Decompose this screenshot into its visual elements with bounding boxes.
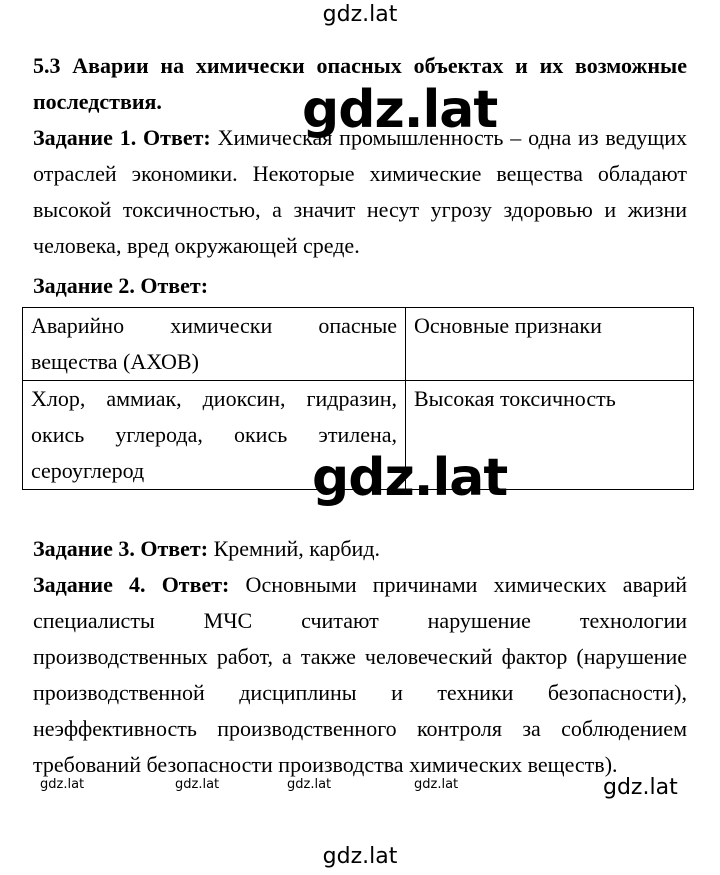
watermark-right: gdz.lat: [603, 775, 678, 800]
table-cell: Высокая токсичность: [406, 381, 694, 490]
task-4-answer: [33, 567, 687, 783]
watermark-small: gdz.lat: [414, 777, 459, 792]
watermark-bottom: gdz.lat: [322, 844, 398, 869]
table-cell: Хлор, аммиак, диоксин, гидразин, окись углерода, окись этилена, сероуглерод: [23, 381, 406, 490]
task-4-label: Задание 4. Ответ:: [33, 572, 230, 597]
watermark-top: gdz.lat: [322, 2, 398, 27]
table-header-cell: Аварийно химически опасные вещества (АХОВ): [23, 308, 406, 381]
task-2-answer: [33, 268, 687, 304]
table-row: [23, 308, 694, 381]
section-heading: 5.3 Аварии на химически опасных объектах и их возможные последствия.: [33, 53, 687, 114]
watermark-small: gdz.lat: [175, 777, 220, 792]
task-3-answer: [33, 531, 687, 567]
watermark-large: gdz.lat: [302, 80, 498, 140]
task-3-text: Кремний, карбид.: [208, 536, 381, 561]
task-3-label: Задание 3. Ответ:: [33, 536, 209, 561]
task-1-answer: [33, 120, 687, 264]
task-2-label: Задание 2. Ответ:: [33, 273, 209, 298]
watermark-small: gdz.lat: [287, 777, 332, 792]
watermark-large: gdz.lat: [312, 448, 508, 508]
table-header-cell: Основные признаки: [406, 308, 694, 381]
watermark-small: gdz.lat: [40, 777, 85, 792]
task-1-text: Химическая промышленность – одна из ведущих отраслей экономики. Некоторые химические вещества обладают высокой токсичностью, а значит несут угрозу здоровью и жизни человека, вред окружающей среде.: [33, 125, 687, 258]
task-4-text: Основными причинами химических аварий специалисты МЧС считают нарушение технологии производственных работ, а также человеческий фактор (нарушение производственной дисциплины и техники безопасности), неэффективность производственного контроля за соблюдением требований безопасности производства химических веществ).: [33, 572, 687, 777]
task-1-label: Задание 1. Ответ:: [33, 125, 211, 150]
